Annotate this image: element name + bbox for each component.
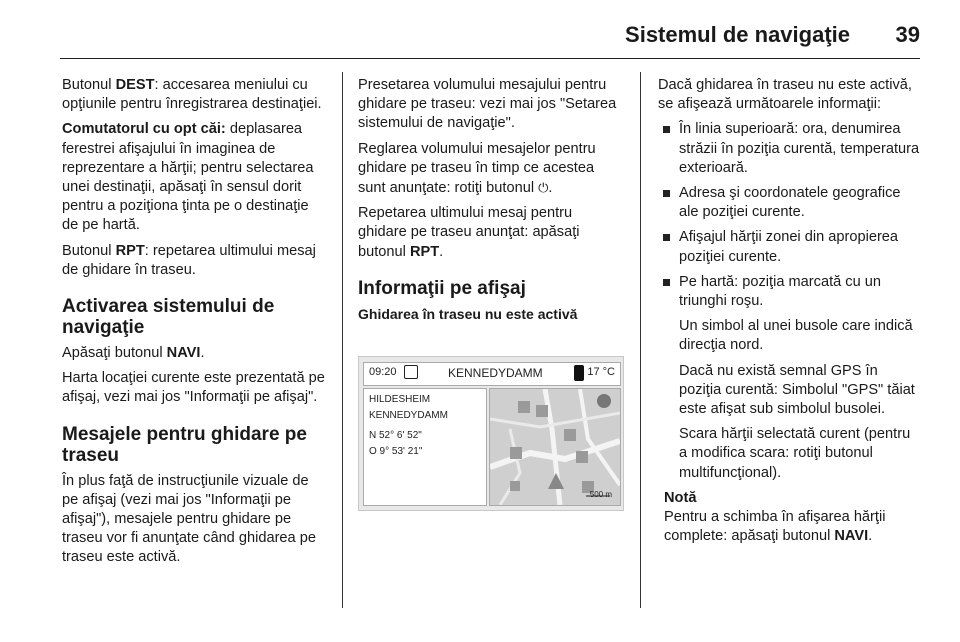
messages-paragraph: În plus faţă de instrucţiunile vizuale de pe afişaj (vezi mai jos "Informaţii pe afişaj"), mesajele pentru ghidare pe traseu vor fi anunţate când ghidarea pe traseu este activă.	[62, 472, 316, 566]
bullet-item: Adresa şi coordonatele geografice ale poziţiei curente.	[658, 184, 920, 222]
heading-messages: Mesajele pentru ghidare pe traseu	[62, 423, 307, 466]
intro-paragraph: Dacă ghidarea în traseu nu este activă, se afişează următoarele informaţii:	[658, 77, 912, 113]
note-text: Pentru a schimba în afişarea hărţii complete: apăsaţi butonul NAVI.	[664, 509, 886, 545]
navigation-display-illustration	[358, 356, 624, 511]
bullet-item: Afişajul hărţii zonei din apropierea poziţiei curente.	[658, 228, 920, 266]
note-title: Notă	[664, 489, 697, 506]
column-divider	[640, 72, 641, 608]
display-street-line: KENNEDYDAMM	[369, 410, 448, 421]
map-paragraph: Harta locaţiei curente este prezentată pe afişaj, vezi mai jos "Informaţii pe afişaj".	[62, 370, 325, 406]
sub-item-gps: Dacă nu există semnal GPS în poziţia curentă: Simbolul "GPS" tăiat este afişat sub simbolul busolei.	[679, 362, 915, 418]
column-left	[62, 76, 326, 574]
bullet-item: În linia superioară: ora, denumirea străzii în poziţia curentă, temperatura exterioară.	[658, 120, 920, 178]
knob-icon: ⏻	[538, 180, 549, 196]
display-top-bar	[363, 362, 621, 386]
sub-item-scale: Scara hărţii selectată curent (pentru a modifica scara: rotiţi butonul multifuncţional).	[679, 426, 911, 481]
display-address-panel	[363, 388, 487, 506]
heading-activate: Activarea sistemului de navigaţie	[62, 296, 275, 339]
adjust-paragraph: Reglarea volumului mesajelor pentru ghidare pe traseu în timp ce acestea sunt anunţate: rotiţi butonul ⏻.	[358, 140, 596, 197]
display-longitude: O 9° 53' 21"	[369, 446, 423, 457]
column-divider	[342, 72, 343, 608]
gps-icon	[404, 365, 418, 379]
heading-info: Informaţii pe afişaj	[358, 277, 526, 299]
page-number: 39	[895, 22, 920, 47]
preset-paragraph: Presetarea volumului mesajului pentru ghidare pe traseu: vezi mai jos "Setarea sistemului de navigaţie".	[358, 77, 617, 132]
display-time: 09:20	[369, 366, 397, 378]
sub-item-compass: Un simbol al unei busole care indică direcţia nord.	[679, 318, 913, 354]
display-temperature: 17 °C	[587, 366, 615, 378]
subheading-not-active: Ghidarea în traseu nu este activă	[358, 305, 578, 322]
repeat-paragraph: Repetarea ultimului mesaj pentru ghidare pe traseu anunţat: apăsaţi butonul RPT.	[358, 205, 580, 260]
column-right	[658, 76, 920, 546]
display-street: KENNEDYDAMM	[448, 366, 543, 380]
column-middle	[358, 76, 624, 338]
thermometer-icon	[574, 365, 584, 381]
switch-paragraph: Comutatorul cu opt căi: deplasarea ferestrei afişajului în imaginea de reprezentare a hărţii; pentru selectarea unei destinaţii, apăsaţi în sensul dorit pentru a poziţiona ţinta pe o destinaţie de pe hartă.	[62, 121, 314, 234]
display-latitude: N 52° 6' 52"	[369, 430, 422, 441]
activate-paragraph: Apăsaţi butonul NAVI.	[62, 345, 205, 362]
map-scale: 500 m	[589, 490, 612, 499]
bullet-item: Pe hartă: poziţia marcată cu un triunghi roşu.	[658, 273, 920, 311]
display-city: HILDESHEIM	[369, 394, 431, 405]
page-header	[60, 14, 920, 59]
display-map	[489, 388, 621, 506]
page-title: Sistemul de navigaţie	[625, 22, 850, 47]
rpt-paragraph: Butonul RPT: repetarea ultimului mesaj de ghidare în traseu.	[62, 242, 316, 278]
dest-paragraph: Butonul DEST: accesarea meniului cu opţiunile pentru înregistrarea destinaţiei.	[62, 77, 322, 113]
